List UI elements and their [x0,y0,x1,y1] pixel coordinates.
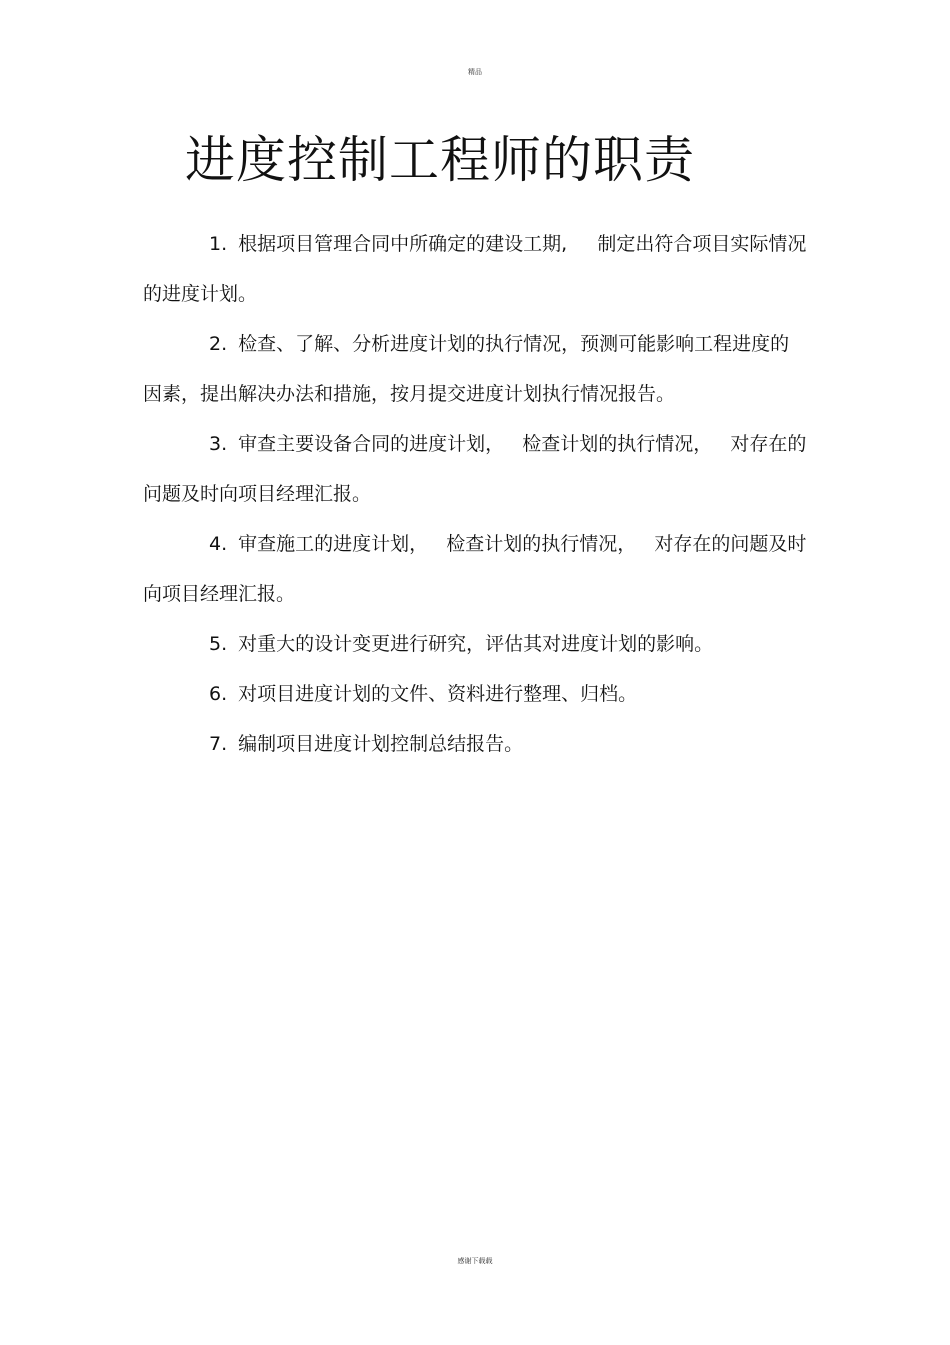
list-item [143,319,808,419]
item-text: 审查施工的进度计划， 检查计划的执行情况， 对存在的问题及时向项目经理汇报。 [143,533,807,605]
item-number: 7. [209,733,228,755]
list-item [143,519,808,619]
footer-watermark: 感谢下载载 [457,1257,493,1265]
item-number: 2. [209,333,228,355]
page-title: 进度控制工程师的职责 [185,131,695,189]
duty-list [143,219,808,769]
item-text: 根据项目管理合同中所确定的建设工期, 制定出符合项目实际情况的进度计划。 [143,233,807,305]
item-text: 编制项目进度计划控制总结报告。 [238,733,524,755]
list-item [143,419,808,519]
item-text: 对项目进度计划的文件、资料进行整理、归档。 [238,683,638,705]
item-number: 5. [209,633,228,655]
item-number: 1. [209,233,228,255]
item-text: 对重大的设计变更进行研究，评估其对进度计划的影响。 [238,633,714,655]
item-number: 4. [209,533,228,555]
item-text: 审查主要设备合同的进度计划， 检查计划的执行情况， 对存在的问题及时向项目经理汇报。 [143,433,807,505]
list-item [143,719,808,769]
list-item [143,219,808,319]
item-number: 6. [209,683,228,705]
item-text: 检查、了解、分析进度计划的执行情况，预测可能影响工程进度的因素，提出解决办法和措施，按月提交进度计划执行情况报告。 [143,333,790,405]
list-item [143,669,808,719]
header-watermark: 精品 [468,68,482,76]
list-item [143,619,808,669]
item-number: 3. [209,433,228,455]
